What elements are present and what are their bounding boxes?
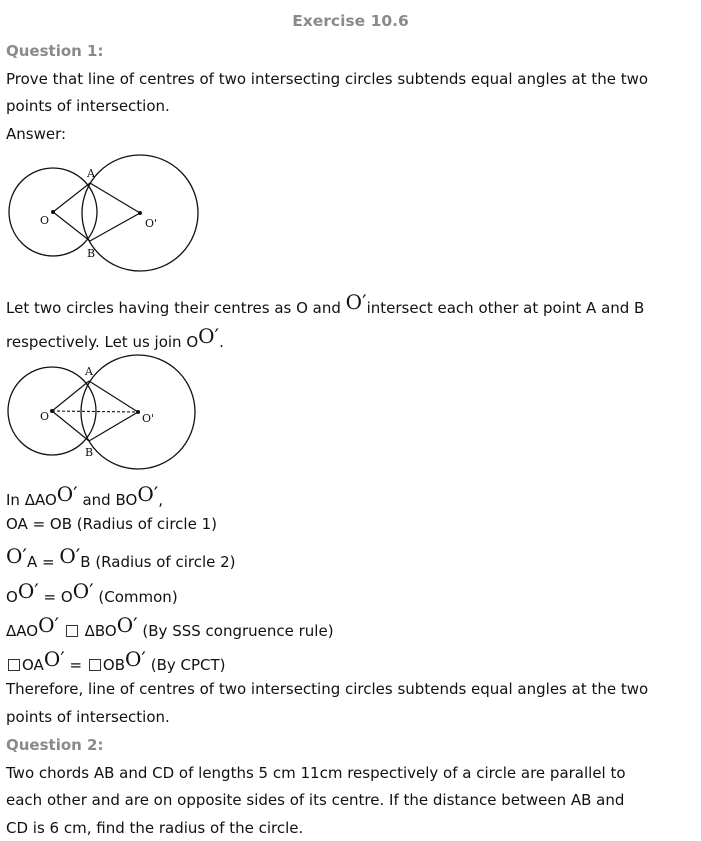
solution-line2-text: respectively. Let us join O (6, 333, 199, 351)
therefore-line1: Therefore, line of centres of two intersecting circles subtends equal angles at the two (6, 680, 649, 698)
label-B: B (85, 446, 94, 459)
sss-rule-text: (By SSS congruence rule) (142, 622, 334, 640)
angle-ob: OB (102, 656, 125, 674)
in-triangle-aoo: In ΔAO (6, 491, 57, 509)
solution-line1-text: Let two circles having their centres as O and (6, 299, 341, 317)
solution-line1-text-end: intersect each other at point A and B (366, 299, 645, 317)
label-A: A (85, 365, 93, 378)
cpct-text: (By CPCT) (150, 656, 226, 674)
question-2-line2: each other and are on opposite sides of its centre. If the distance between AB and (6, 791, 625, 809)
label-O2: O' (142, 412, 155, 425)
point-O (51, 210, 55, 214)
o-prime-symbol: O′ (198, 324, 220, 348)
and-bo: and BO (82, 491, 138, 509)
equals-o: = O (43, 588, 73, 606)
triangle-aoo: ΔAO (6, 622, 39, 640)
segment-OO2-dashed (52, 411, 138, 412)
exercise-title: Exercise 10.6 (292, 12, 409, 30)
o-prime-symbol: O′ (72, 579, 94, 603)
label-O: O (40, 214, 50, 227)
congruent-symbol-placeholder (66, 625, 78, 637)
cpct-line (6, 649, 226, 675)
answer-label: Answer: (6, 125, 67, 143)
o-prime-symbol: O′ (6, 544, 27, 568)
question-1-text-line1: Prove that line of centres of two intersecting circles subtends equal angles at the two (6, 70, 649, 88)
solution-line2 (6, 326, 224, 352)
o-prime-symbol: O′ (116, 613, 138, 637)
question-1-heading: Question 1: (6, 42, 104, 60)
figure-1-intersecting-circles (4, 152, 204, 272)
o-prime-symbol: O′ (38, 613, 60, 637)
label-B: B (87, 247, 96, 260)
in-triangles-line (6, 484, 163, 510)
oa-equals-ob: OA = OB (Radius of circle 1) (6, 515, 217, 533)
label-O2: O' (145, 217, 158, 230)
segment-OB (52, 411, 89, 441)
common-text: (Common) (98, 588, 178, 606)
a-equals: A = (26, 553, 55, 571)
point-O2 (138, 211, 142, 215)
triangle-boo: ΔBO (84, 622, 117, 640)
label-O: O (40, 410, 50, 423)
label-A: A (87, 167, 95, 180)
point-O2 (136, 410, 140, 414)
segment-OB (53, 212, 90, 241)
b-radius-text: B (Radius of circle 2) (80, 553, 236, 571)
common-line (6, 581, 178, 607)
question-1-text-line2: points of intersection. (6, 97, 170, 115)
o-prime-symbol: O′ (125, 647, 146, 671)
o-prime-symbol: O′ (59, 544, 81, 568)
o-prime-symbol: O′ (43, 647, 65, 671)
therefore-line2: points of intersection. (6, 708, 170, 726)
equals: = (69, 656, 83, 674)
question-2-line3: CD is 6 cm, find the radius of the circle. (6, 819, 304, 837)
question-2-line1: Two chords AB and CD of lengths 5 cm 11cm respectively of a circle are parallel to (6, 764, 626, 782)
o-prime-symbol: O′ (345, 290, 367, 314)
solution-line2-period: . (219, 333, 224, 351)
radius-circle-2-line (6, 546, 236, 572)
point-O (50, 409, 54, 413)
question-2-heading: Question 2: (6, 736, 104, 754)
o-label: O (6, 588, 18, 606)
figure-2-joined-centres (4, 352, 204, 472)
o-prime-symbol: O′ (137, 482, 159, 506)
congruence-line (6, 615, 334, 641)
angle-symbol-placeholder (89, 659, 101, 671)
segment-BO2 (90, 213, 140, 241)
o-prime-symbol: O′ (56, 482, 78, 506)
angle-symbol-placeholder (8, 659, 20, 671)
solution-line1 (6, 292, 644, 318)
o-prime-symbol: O′ (17, 579, 39, 603)
segment-BO2 (89, 412, 138, 441)
comma: , (158, 491, 164, 509)
angle-oa: OA (22, 656, 44, 674)
